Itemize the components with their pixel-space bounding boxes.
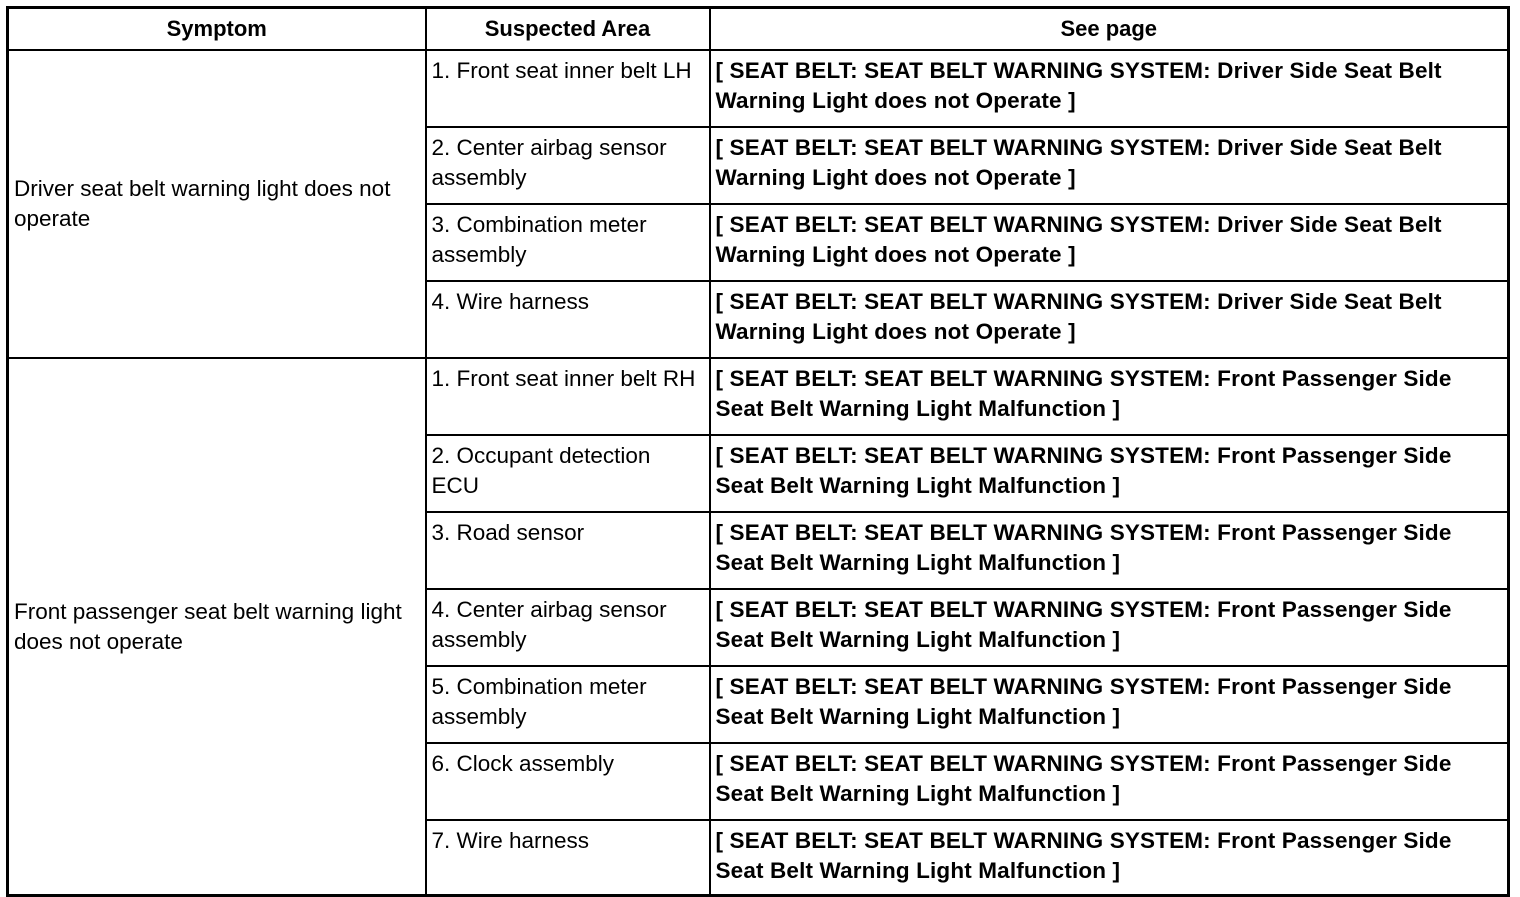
suspected-area-cell: 4. Center airbag sensor assembly bbox=[426, 589, 710, 666]
see-page-link[interactable]: [ SEAT BELT: SEAT BELT WARNING SYSTEM: Front Passenger Side Seat Belt Warning Light Malfunction ] bbox=[710, 589, 1509, 666]
see-page-link[interactable]: [ SEAT BELT: SEAT BELT WARNING SYSTEM: Driver Side Seat Belt Warning Light does not Operate ] bbox=[710, 204, 1509, 281]
symptom-cell: Front passenger seat belt warning light does not operate bbox=[8, 358, 426, 896]
see-page-link[interactable]: [ SEAT BELT: SEAT BELT WARNING SYSTEM: Front Passenger Side Seat Belt Warning Light Malfunction ] bbox=[710, 743, 1509, 820]
troubleshooting-table bbox=[6, 6, 1510, 897]
suspected-area-cell: 3. Road sensor bbox=[426, 512, 710, 589]
suspected-area-cell: 2. Occupant detection ECU bbox=[426, 435, 710, 512]
suspected-area-cell: 4. Wire harness bbox=[426, 281, 710, 358]
see-page-link[interactable]: [ SEAT BELT: SEAT BELT WARNING SYSTEM: Front Passenger Side Seat Belt Warning Light Malfunction ] bbox=[710, 820, 1509, 896]
suspected-area-cell: 3. Combination meter assembly bbox=[426, 204, 710, 281]
header-row bbox=[8, 8, 1509, 51]
table-row bbox=[8, 358, 1509, 435]
table-row bbox=[8, 50, 1509, 127]
see-page-link[interactable]: [ SEAT BELT: SEAT BELT WARNING SYSTEM: Driver Side Seat Belt Warning Light does not Operate ] bbox=[710, 50, 1509, 127]
suspected-area-cell: 1. Front seat inner belt RH bbox=[426, 358, 710, 435]
header-suspected-area: Suspected Area bbox=[426, 8, 710, 51]
suspected-area-cell: 1. Front seat inner belt LH bbox=[426, 50, 710, 127]
suspected-area-cell: 5. Combination meter assembly bbox=[426, 666, 710, 743]
see-page-link[interactable]: [ SEAT BELT: SEAT BELT WARNING SYSTEM: Front Passenger Side Seat Belt Warning Light Malfunction ] bbox=[710, 512, 1509, 589]
header-see-page: See page bbox=[710, 8, 1509, 51]
suspected-area-cell: 2. Center airbag sensor assembly bbox=[426, 127, 710, 204]
suspected-area-cell: 7. Wire harness bbox=[426, 820, 710, 896]
see-page-link[interactable]: [ SEAT BELT: SEAT BELT WARNING SYSTEM: Driver Side Seat Belt Warning Light does not Operate ] bbox=[710, 127, 1509, 204]
suspected-area-cell: 6. Clock assembly bbox=[426, 743, 710, 820]
header-symptom: Symptom bbox=[8, 8, 426, 51]
see-page-link[interactable]: [ SEAT BELT: SEAT BELT WARNING SYSTEM: Front Passenger Side Seat Belt Warning Light Malfunction ] bbox=[710, 666, 1509, 743]
symptom-cell: Driver seat belt warning light does not operate bbox=[8, 50, 426, 358]
see-page-link[interactable]: [ SEAT BELT: SEAT BELT WARNING SYSTEM: Front Passenger Side Seat Belt Warning Light Malfunction ] bbox=[710, 435, 1509, 512]
see-page-link[interactable]: [ SEAT BELT: SEAT BELT WARNING SYSTEM: Front Passenger Side Seat Belt Warning Light Malfunction ] bbox=[710, 358, 1509, 435]
see-page-link[interactable]: [ SEAT BELT: SEAT BELT WARNING SYSTEM: Driver Side Seat Belt Warning Light does not Operate ] bbox=[710, 281, 1509, 358]
